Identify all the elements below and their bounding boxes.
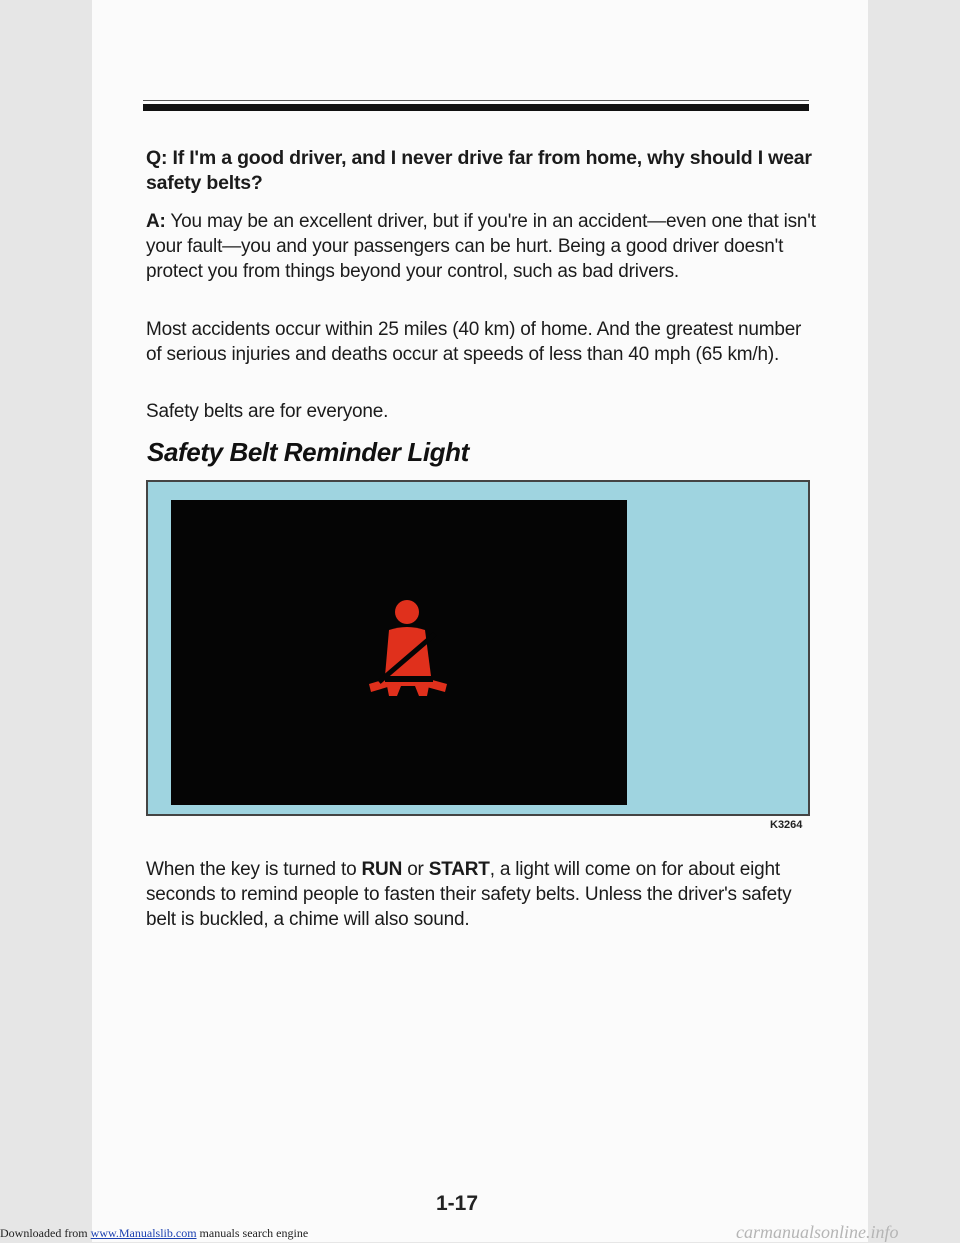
reminder-text-1: When the key is turned to bbox=[146, 859, 362, 880]
top-rule bbox=[143, 104, 809, 111]
page-number: 1-17 bbox=[436, 1192, 479, 1215]
footer-suffix: manuals search engine bbox=[199, 1226, 309, 1240]
answer-text: You may be an excellent driver, but if you're in an accident—even one that isn't your fault—you and your passengers can be hurt. Being a good driver doesn't protect you from things beyond your control, such as bad drivers. bbox=[146, 211, 816, 282]
figure-background-detail bbox=[621, 506, 802, 796]
reminder-text-3: , a light will come on for about eight seconds to remind people to fasten their safety belts. Unless the driver's safety belt is buckled, a chime will also sound. bbox=[146, 859, 792, 930]
seatbelt-icon bbox=[355, 596, 455, 716]
reminder-light-figure bbox=[146, 480, 810, 816]
instrument-panel bbox=[171, 500, 627, 805]
answer-label: A: bbox=[146, 211, 166, 232]
footer-prefix: Downloaded from bbox=[0, 1226, 88, 1240]
paragraph-reminder bbox=[146, 857, 816, 932]
run-label: RUN bbox=[361, 859, 403, 880]
paragraph-accidents: Most accidents occur within 25 miles (40 km) of home. And the greatest number of serious injuries and deaths occur at speeds of less than 40 mph (65 km/h). bbox=[146, 319, 802, 365]
section-heading: Safety Belt Reminder Light bbox=[147, 437, 469, 467]
manualslib-link[interactable]: www.Manualslib.com bbox=[90, 1226, 197, 1240]
watermark: carmanualsonline.info bbox=[736, 1222, 899, 1242]
answer bbox=[146, 209, 816, 284]
download-footer bbox=[0, 1226, 308, 1241]
paragraph-everyone: Safety belts are for everyone. bbox=[146, 401, 389, 422]
figure-code: K3264 bbox=[770, 819, 803, 831]
top-rule-thin bbox=[143, 100, 809, 101]
start-label: START bbox=[428, 859, 490, 880]
question: Q: If I'm a good driver, and I never drive far from home, why should I wear safety belts? bbox=[146, 147, 812, 194]
reminder-text-2: or bbox=[402, 859, 429, 880]
